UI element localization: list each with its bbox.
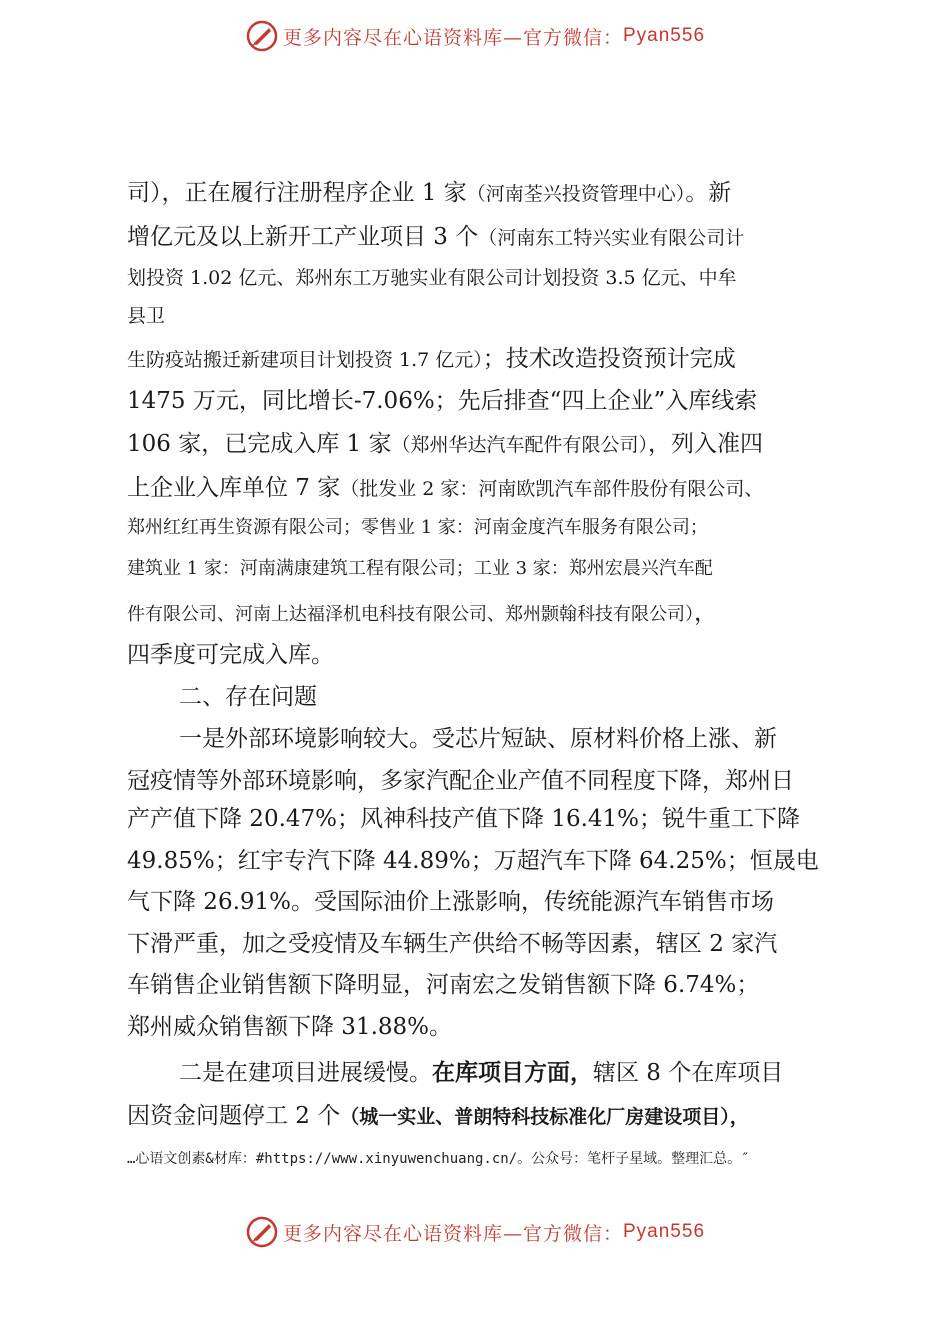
text-line: 四季度可完成入库。 — [127, 642, 334, 668]
text-line: 气下降 26.91%。受国际油价上涨影响，传统能源汽车销售市场 — [127, 889, 775, 915]
text-line: 下滑严重，加之受疫情及车辆生产供给不畅等因素，辖区 2 家汽 — [127, 931, 778, 957]
text-line: 建筑业 1 家：河南满康建筑工程有限公司；工业 3 家：郑州宏晨兴汽车配 — [127, 558, 713, 579]
text-line: 司），正在履行注册程序企业 1 家（河南荃兴投资管理中心）。新 — [127, 180, 732, 206]
text-line: 产产值下降 20.47%；风神科技产值下降 16.41%；锐牛重工下降 — [127, 806, 801, 832]
text-line: 县卫 — [127, 305, 166, 327]
text-line: 49.85%；红宇专汽下降 44.89%；万超汽车下降 64.25%；恒晟电 — [127, 848, 819, 874]
library-logo-icon — [245, 1215, 279, 1249]
text-line: 106 家，已完成入库 1 家（郑州华达汽车配件有限公司），列入准四 — [127, 431, 763, 457]
text-line: 件有限公司、河南上达福泽机电科技有限公司、郑州颢翰科技有限公司）， — [127, 600, 717, 626]
text-line: 冠疫情等外部环境影响，多家汽配企业产值不同程度下降，郑州日 — [127, 768, 794, 794]
text-line: 上企业入库单位 7 家（批发业 2 家：河南欧凯汽车部件股份有限公司、 — [127, 475, 764, 501]
text-line: 划投资 1.02 亿元、郑州东工万驰实业有限公司计划投资 3.5 亿元、中牟 — [127, 267, 737, 289]
text-line: 郑州威众销售额下降 31.88%。 — [127, 1014, 453, 1040]
text-line: 生防疫站搬迁新建项目计划投资 1.7 亿元）；技术改造投资预计完成 — [127, 346, 736, 372]
text-line: 一是外部环境影响较大。受芯片短缺、原材料价格上涨、新 — [179, 726, 777, 752]
text-line: 二是在建项目进展缓慢。在库项目方面，辖区 8 个在库项目 — [179, 1060, 784, 1086]
text-line: 因资金问题停工 2 个（城一实业、普朗特科技标准化厂房建设项目）， — [127, 1103, 749, 1129]
footer-note: …心语文创素&材库：#https://www.xinyuwenchuang.cn/。公众号：笔杆子星域。整理汇总。″ — [127, 1151, 750, 1167]
text-line: 增亿元及以上新开工产业项目 3 个（河南东工特兴实业有限公司计 — [127, 224, 745, 250]
banner-wechat-id: Pyan556 — [623, 25, 706, 46]
text-line: 车销售企业销售额下降明显，河南宏之发销售额下降 6.74%； — [127, 972, 760, 998]
text-line: 郑州红红再生资源有限公司；零售业 1 家：河南金度汽车服务有限公司； — [127, 517, 708, 538]
banner-wechat-id: Pyan556 — [623, 1221, 706, 1242]
banner-text: 更多内容尽在心语资料库—官方微信： — [282, 1222, 623, 1245]
text-line: 1475 万元，同比增长-7.06%；先后排查“四上企业”入库线索 — [127, 388, 758, 414]
banner-text: 更多内容尽在心语资料库—官方微信： — [282, 26, 623, 49]
section-heading: 二、存在问题 — [179, 684, 317, 710]
footer-banner — [0, 1212, 950, 1252]
library-logo-icon — [245, 19, 279, 53]
header-banner — [0, 16, 950, 56]
